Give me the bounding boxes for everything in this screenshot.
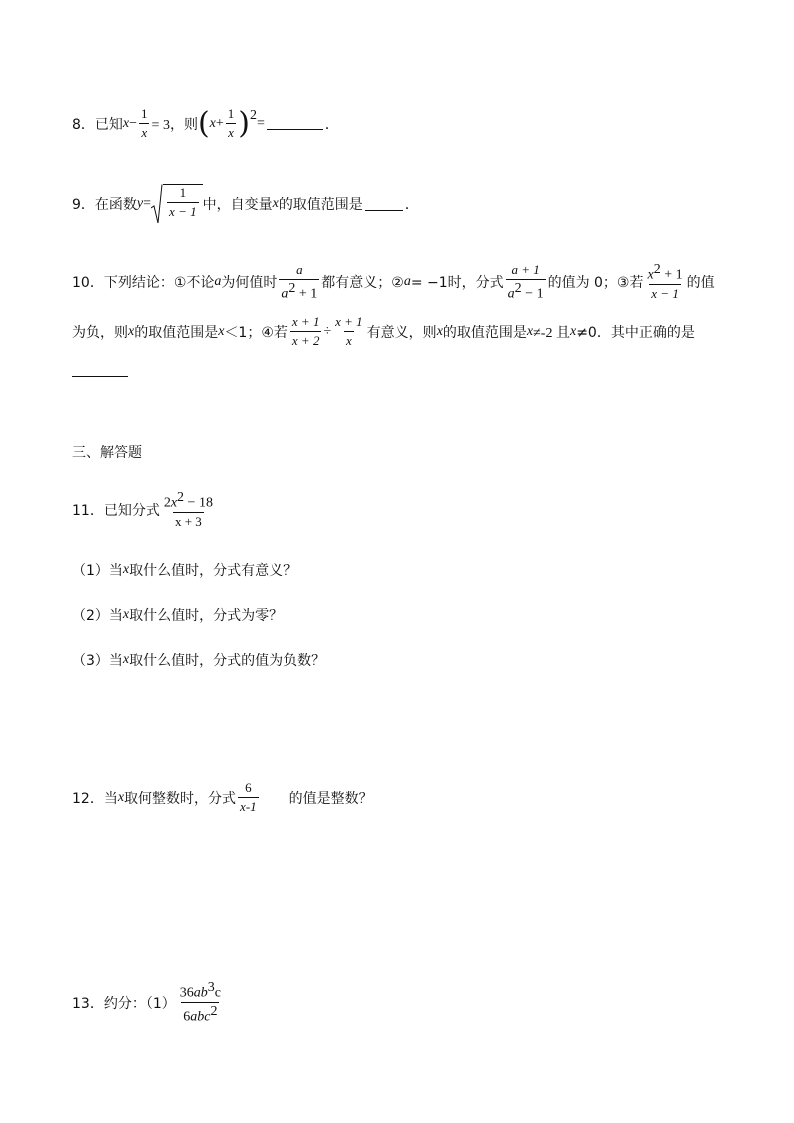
question-10-line-2: [72, 314, 695, 349]
q10-l2-text-7: ≠0．其中正确的是: [576, 324, 695, 341]
q13-pre: 13．约分：（1）: [72, 995, 176, 1012]
q9-tail: 的取值范围是: [278, 197, 363, 213]
q9-y: y: [136, 196, 144, 211]
q11-s2-post: 取什么值时，分式为零？: [129, 608, 284, 624]
q10-fraction-3: $\frac{x^2 + 1}{x - 1}$: [647, 262, 683, 302]
q11-subquestion-2: [72, 605, 283, 625]
q9-var: x: [272, 196, 279, 211]
q10-fraction-1: $\frac{a}{a^2 + 1}$: [281, 262, 318, 302]
q10-l2-text-1: 为负，则: [72, 324, 128, 341]
q11-subquestion-1: [72, 560, 297, 580]
q10-l2-text-5: 的取值范围是: [442, 324, 527, 341]
q10-l2-x5: x: [569, 323, 577, 339]
q9-mid: 中，自变量: [202, 197, 273, 213]
q10-fraction-4: $\frac{x + 1}{x + 2}$: [291, 314, 320, 348]
q12-tail: 的值是整数？: [288, 790, 373, 807]
q10-a: a: [214, 274, 222, 290]
q8-paren-var: x: [209, 115, 216, 131]
q10-l2-text-4: 有意义，则: [366, 324, 437, 341]
q10-answer-blank: [72, 366, 128, 377]
q10-l2-text-2: 的取值范围是: [134, 324, 219, 341]
q10-divide: ÷: [323, 323, 332, 339]
q8-paren-fraction: $\frac{1}{x}$: [227, 106, 235, 140]
q10-text-5: 的值: [686, 275, 715, 292]
q10-text-2: 都有意义；②: [321, 275, 404, 292]
q11-fraction: $\frac{2x^2 - 18}{x + 3}$: [163, 490, 213, 530]
question-9: [72, 184, 419, 224]
q9-eq: =: [143, 196, 152, 211]
q8-right-paren: ): [238, 105, 251, 141]
q10-l2-text-3: ＜1；④若: [224, 324, 288, 341]
q11-s1-pre: （1）当: [72, 563, 123, 579]
question-10-line-1: [72, 262, 715, 302]
q11-s2-x: x: [122, 607, 130, 622]
q11-s2-pre: （2）当: [72, 608, 123, 624]
q12-fraction: $\frac{6}{x-1}$: [240, 780, 257, 814]
q10-text-1: 为何值时: [221, 275, 278, 292]
q11-s3-x: x: [122, 652, 130, 667]
q10-a2: a: [403, 274, 411, 290]
q8-minus: −: [129, 115, 138, 131]
q8-exponent: 2: [250, 108, 258, 123]
q10-l2-text-6: ≠-2 且: [533, 325, 570, 341]
q11-s3-pre: （3）当: [72, 653, 123, 669]
q8-answer-blank: [267, 117, 323, 130]
q12-x: x: [117, 789, 125, 805]
q12-mid: 取何整数时，分式: [124, 790, 237, 807]
q10-text-4: 的值为 0；③若: [547, 275, 644, 292]
question-12: [72, 780, 373, 815]
q10-l2-x: x: [128, 323, 135, 339]
section-title: 三、解答题: [72, 445, 142, 461]
q9-fraction: $\frac{1}{x - 1}$: [169, 185, 197, 219]
q10-l2-x2: x: [218, 323, 225, 339]
question-11: [72, 490, 217, 530]
q8-period: ．: [324, 116, 339, 133]
q10-label: 10．下列结论：①不论: [72, 275, 215, 292]
q10-fraction-2: $\frac{a + 1}{a^2 - 1}$: [507, 262, 544, 302]
question-8: [72, 106, 339, 141]
q9-square-root: [151, 184, 203, 224]
q8-eq: = 3，则: [151, 117, 198, 133]
q8-var: x: [122, 115, 130, 131]
q10-fraction-5: $\frac{x + 1}{x}$: [335, 314, 363, 348]
q11-s1-post: 取什么值时，分式有意义？: [129, 563, 298, 579]
q8-left-paren: (: [197, 105, 210, 141]
q9-answer-blank: [365, 198, 403, 211]
q11-s1-x: x: [122, 562, 130, 577]
q8-label: 8．已知: [72, 116, 123, 133]
q8-plus: +: [215, 115, 224, 131]
radical-sign-icon: [151, 184, 163, 224]
q10-l2-x4: x: [526, 323, 534, 339]
q11-label: 11．已知分式: [72, 503, 160, 520]
q9-period: ．: [404, 197, 419, 213]
q9-label: 9．在函数: [72, 197, 137, 213]
q11-subquestion-3: [72, 650, 325, 670]
q13-fraction: $\frac{36ab^3c}{6abc^2}$: [179, 980, 221, 1025]
q10-l2-x3: x: [436, 323, 443, 339]
q8-fraction: $\frac{1}{x}$: [141, 106, 148, 140]
question-13: [72, 980, 225, 1026]
q11-s3-post: 取什么值时，分式的值为负数？: [129, 653, 326, 669]
q8-equals: =: [257, 115, 265, 131]
q12-pre: 12．当: [72, 790, 118, 807]
q10-text-3: = −1时，分式: [410, 275, 504, 292]
